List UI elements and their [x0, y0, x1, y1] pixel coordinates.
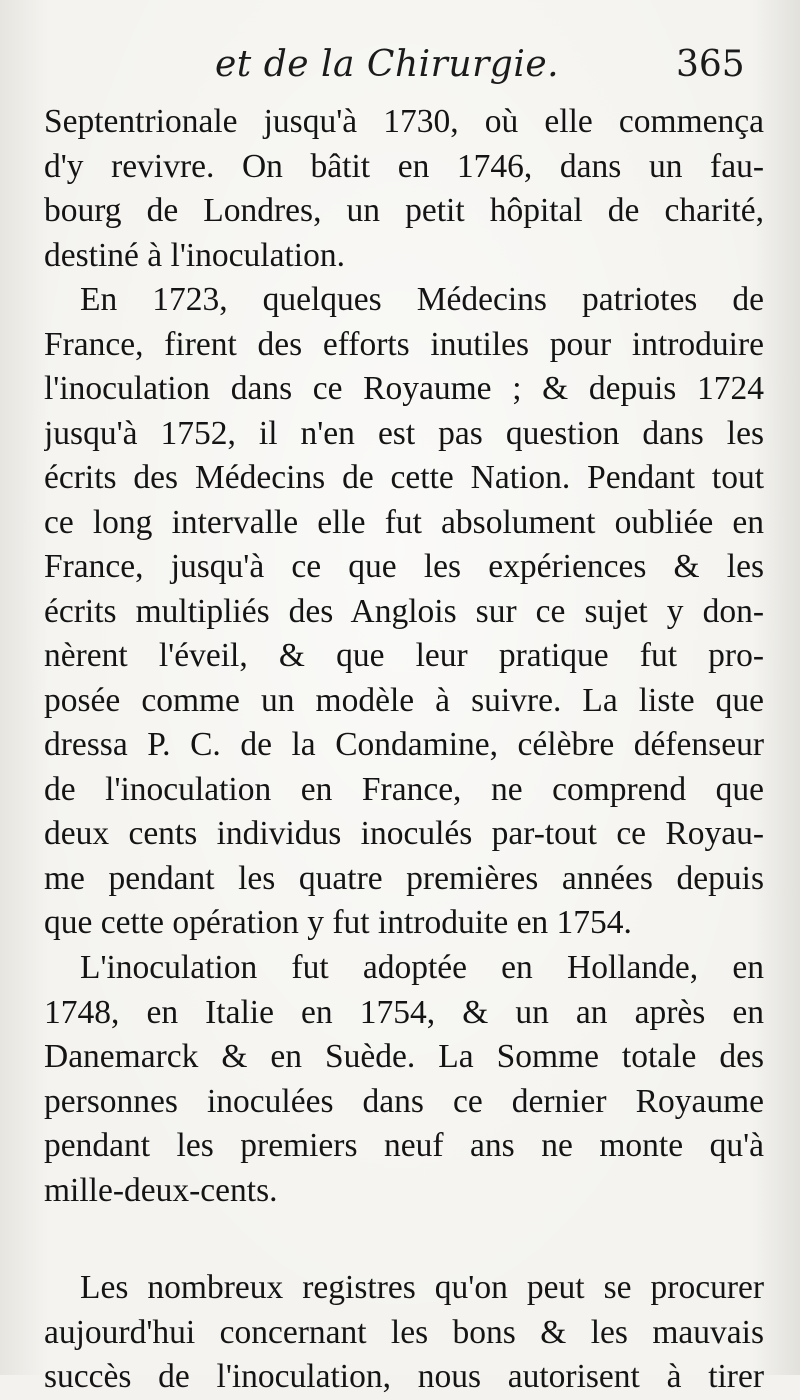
- text-line: L'inoculation fut adoptée en Hollande, en: [80, 949, 764, 986]
- text-line: de l'inoculation en France, ne comprend que: [44, 770, 764, 808]
- text-line: succès de l'inoculation, nous autorisent à tirer: [44, 1358, 764, 1395]
- text-line: 1748, en Italie en 1754, & un an après en: [44, 993, 764, 1031]
- text-line: Les nombreux registres qu'on peut se procurer: [80, 1269, 764, 1306]
- text-line: écrits des Médecins de cette Nation. Pendant tout: [44, 459, 764, 496]
- page-number: 365: [676, 44, 745, 85]
- text-line: dressa P. C. de la Condamine, célèbre défenseur: [44, 726, 764, 763]
- text-line: France, firent des efforts inutiles pour introduire: [44, 325, 764, 363]
- text-line: pendant les premiers neuf ans ne monte qu'à: [44, 1127, 764, 1164]
- running-head: et de la Chirurgie.: [215, 44, 560, 85]
- text-line: destiné à l'inoculation.: [44, 236, 345, 274]
- text-line: mille-deux-cents.: [44, 1171, 278, 1209]
- text-line: personnes inoculées dans ce dernier Royaume: [44, 1082, 764, 1120]
- text-line: ce long intervalle elle fut absolument oubliée en: [44, 503, 764, 541]
- text-line: France, jusqu'à ce que les expériences & les: [44, 548, 764, 585]
- text-line: posée comme un modèle à suivre. La liste que: [44, 681, 764, 719]
- text-line: Danemarck & en Suède. La Somme totale des: [44, 1038, 764, 1075]
- text-line: l'inoculation dans ce Royaume ; & depuis 1724: [44, 370, 764, 407]
- body-text: [44, 100, 764, 1400]
- text-line: jusqu'à 1752, il n'en est pas question dans les: [44, 414, 764, 452]
- paragraph-4: [44, 1266, 764, 1400]
- text-line: nèrent l'éveil, & que leur pratique fut pro-: [44, 637, 764, 674]
- page-header: [0, 38, 800, 98]
- text-line: En 1723, quelques Médecins patriotes de: [80, 281, 764, 318]
- paragraph-2: [44, 278, 764, 946]
- text-line: bourg de Londres, un petit hôpital de charité,: [44, 192, 764, 229]
- text-line: d'y revivre. On bâtit en 1746, dans un fau-: [44, 147, 764, 185]
- paragraph-gap: [44, 1256, 764, 1266]
- text-line: écrits multipliés des Anglois sur ce sujet y don-: [44, 592, 764, 630]
- text-line: que cette opération y fut introduite en 1754.: [44, 904, 632, 941]
- paragraph-3: [44, 946, 764, 1256]
- text-line: aujourd'hui concernant les bons & les mauvais: [44, 1313, 764, 1351]
- text-line: deux cents individus inoculés par-tout ce Royau-: [44, 815, 764, 852]
- text-line: me pendant les quatre premières années depuis: [44, 859, 764, 897]
- text-line: Septentrionale jusqu'à 1730, où elle commença: [44, 103, 764, 140]
- paragraph-1: [44, 100, 764, 278]
